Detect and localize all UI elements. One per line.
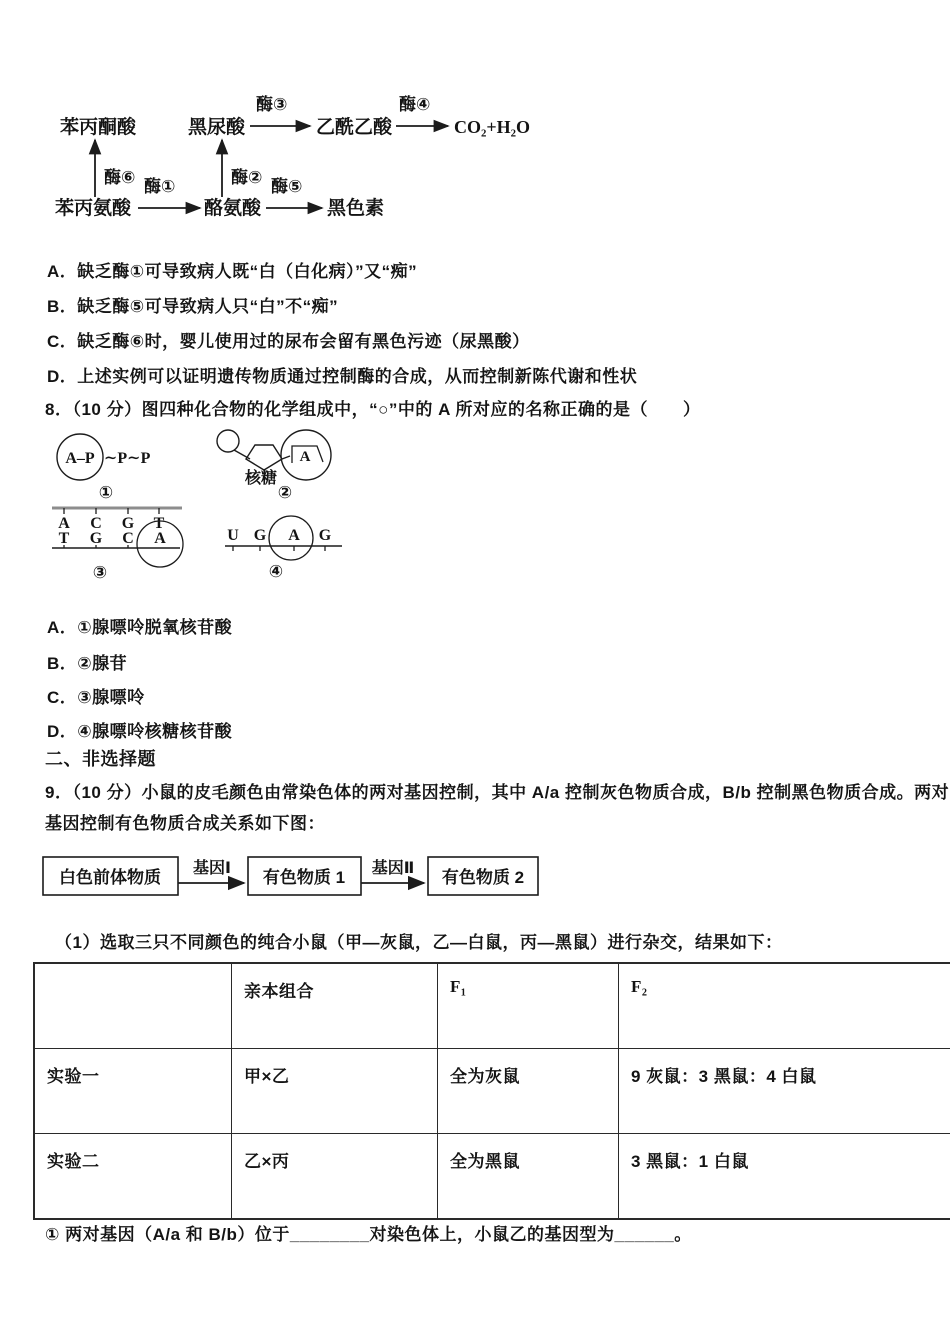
experiment2-f2: 3 黑鼠：1 白鼠 — [619, 1133, 950, 1219]
experiment1-f2: 9 灰鼠：3 黑鼠：4 白鼠 — [619, 1048, 950, 1133]
q9-part1-text: （1）选取三只不同颜色的纯合小鼠（甲—灰鼠，乙—白鼠，丙—黑鼠）进行杂交，结果如下： — [55, 933, 783, 952]
rna-base: A — [288, 527, 300, 544]
experiment1-cross: 甲×乙 — [232, 1048, 438, 1133]
atp-circle-text: A–P — [65, 450, 95, 467]
table-row — [34, 1133, 950, 1219]
rna-base: G — [318, 527, 332, 544]
q8-option-c: C．③腺嘌呤 — [47, 688, 145, 707]
rna-base: U — [227, 527, 239, 544]
section-heading: 二、非选择题 — [45, 749, 156, 769]
gene1-label: 基因Ⅰ — [193, 860, 231, 877]
dna-top-base: A — [58, 515, 70, 532]
ribose-pentagon — [246, 445, 282, 470]
node-phenylpyruvate: 苯丙酮酸 — [60, 117, 137, 138]
node-homogentisate: 黑尿酸 — [188, 117, 246, 138]
diagram2-label: ② — [277, 483, 293, 502]
q9-stem-line1: 9．（10 分）小鼠的皮毛颜色由常染色体的两对基因控制，其中 A/a 控制灰色物质合成，B/b 控制黑色物质合成。两对 — [45, 783, 950, 802]
enzyme-4-label: 酶④ — [399, 95, 431, 114]
enzyme-6-label: 酶⑥ — [104, 168, 136, 187]
enzyme-1-label: 酶① — [144, 177, 176, 196]
q9-sub1-text: ① 两对基因（A/a 和 B/b）位于________对染色体上，小鼠乙的基因型为______。 — [45, 1225, 692, 1244]
diagram3-label: ③ — [92, 563, 108, 582]
flow-box-pigment2-label: 有色物质 2 — [441, 868, 525, 887]
flow-box-pigment1-label: 有色物质 1 — [262, 868, 346, 887]
phosphate-circle — [217, 430, 239, 452]
dna-top-base: G — [121, 515, 135, 532]
enzyme-2-label: 酶② — [231, 168, 263, 187]
node-acetoacetate: 乙酰乙酸 — [316, 117, 393, 138]
rna-base: G — [253, 527, 267, 544]
q8-option-a: A．①腺嘌呤脱氧核苷酸 — [47, 618, 233, 637]
q8-stem: 8．（10 分）图四种化合物的化学组成中，“○”中的 A 所对应的名称正确的是（ ） — [45, 400, 701, 419]
cross-table — [33, 962, 950, 1220]
dna-bottom-base: C — [122, 530, 134, 547]
compounds-figure — [40, 418, 410, 588]
dna-bottom-base: A — [154, 530, 166, 547]
gene2-label: 基因Ⅱ — [371, 860, 415, 877]
q7-option-c: C．缺乏酶⑥时，婴儿使用过的尿布会留有黑色污迹（尿黑酸） — [47, 332, 530, 351]
experiment2-f1: 全为黑鼠 — [438, 1133, 619, 1219]
header-f2: F₂ — [619, 963, 950, 1048]
node-melanin: 黑色素 — [327, 198, 385, 219]
header-f1: F₁ — [438, 963, 619, 1048]
enzyme-3-label: 酶③ — [256, 95, 288, 114]
node-phenylalanine: 苯丙氨酸 — [55, 198, 132, 219]
dna-bottom-base: G — [89, 530, 103, 547]
diagram1-label: ① — [98, 483, 114, 502]
dna-bottom-base: T — [58, 530, 70, 547]
atp-tail-text: ∼P∼P — [104, 450, 151, 467]
metabolic-pathway-figure — [50, 95, 550, 235]
q8-option-b: B．②腺苷 — [47, 654, 128, 673]
table-header-row — [34, 963, 950, 1048]
q7-option-b: B．缺乏酶⑤可导致病人只“白”不“痴” — [47, 297, 339, 316]
bond-line — [282, 456, 290, 459]
experiment1-label: 实验一 — [34, 1048, 232, 1133]
header-blank-cell — [34, 963, 232, 1048]
q7-option-d: D．上述实例可以证明遗传物质通过控制酶的合成，从而控制新陈代谢和性状 — [47, 367, 638, 386]
q7-option-a: A．缺乏酶①可导致病人既“白（白化病）”又“痴” — [47, 262, 418, 281]
node-tyrosine: 酪氨酸 — [204, 198, 262, 219]
ribose-label: 核糖 — [244, 470, 278, 487]
flow-box-precursor-label: 白色前体物质 — [59, 868, 161, 887]
q9-stem-line2: 基因控制有色物质合成关系如下图： — [45, 814, 325, 833]
enzyme-5-label: 酶⑤ — [271, 177, 303, 196]
experiment1-f1: 全为灰鼠 — [438, 1048, 619, 1133]
table-row — [34, 1048, 950, 1133]
diagram4-label: ④ — [268, 562, 284, 581]
experiment2-cross: 乙×丙 — [232, 1133, 438, 1219]
dna-top-base: T — [153, 515, 165, 532]
pigment-flow-diagram — [40, 843, 560, 905]
node-co2-h2o: CO₂+H₂O — [454, 117, 531, 137]
experiment2-label: 实验二 — [34, 1133, 232, 1219]
q8-option-d: D．④腺嘌呤核糖核苷酸 — [47, 722, 233, 741]
dna-top-base: C — [90, 515, 102, 532]
base-letter: A — [299, 449, 311, 465]
header-parent-combo: 亲本组合 — [232, 963, 438, 1048]
